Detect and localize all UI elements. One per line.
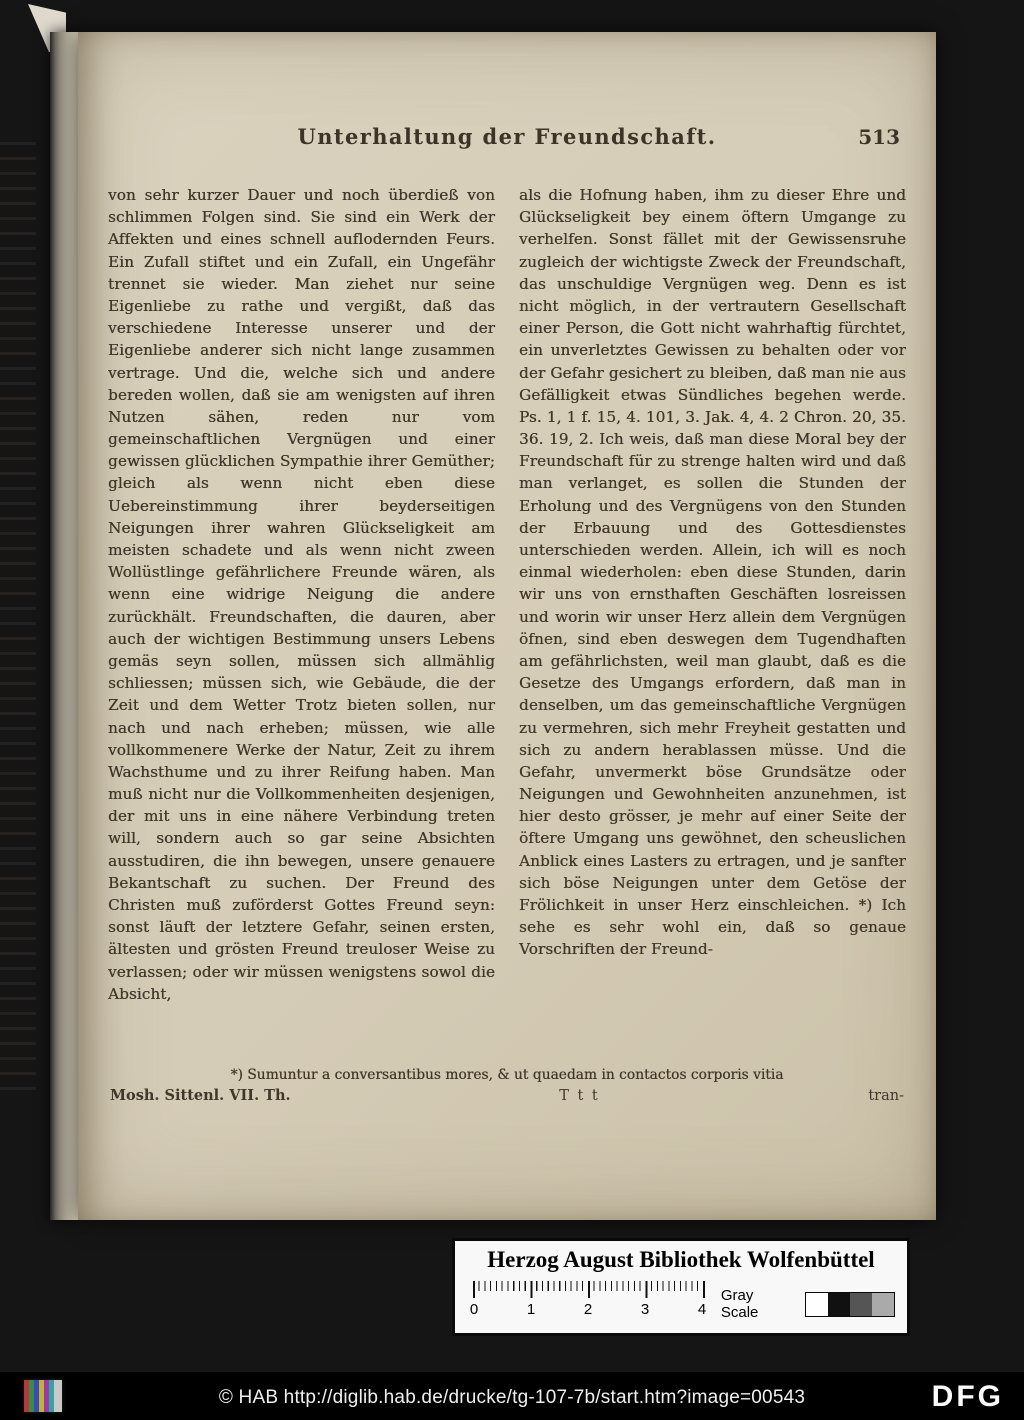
ruler-number-2: 2: [583, 1301, 593, 1318]
label-measures-row: [467, 1281, 895, 1323]
page-number: 513: [858, 125, 900, 149]
copyright-url[interactable]: © HAB http://diglib.hab.de/drucke/tg-107-7b/start.htm?image=00543: [218, 1387, 806, 1408]
page-footer-row: [110, 1087, 904, 1104]
dfg-logo[interactable]: DFG: [931, 1380, 1004, 1413]
adjacent-page-showthrough: [0, 130, 36, 1090]
grayscale-group: [721, 1287, 895, 1321]
ruler-numbers: [471, 1301, 721, 1321]
book-page-edges: [50, 32, 80, 1220]
viewer-footer-bar: [0, 1372, 1024, 1420]
text-columns: [108, 184, 906, 1052]
ruler-number-4: 4: [697, 1301, 707, 1318]
ruler-number-1: 1: [526, 1301, 536, 1318]
source-reference: Mosh. Sittenl. VII. Th.: [110, 1087, 291, 1104]
catchword: tran-: [868, 1088, 904, 1104]
footnote-text: *) Sumuntur a conversantibus mores, & ut quaedam in contactos corporis vitia: [230, 1067, 784, 1083]
grayscale-swatch-4: [872, 1293, 894, 1316]
library-reference-label: [452, 1238, 910, 1336]
grayscale-swatches: [805, 1292, 895, 1317]
grayscale-swatch-3: [850, 1293, 872, 1316]
grayscale-label: Gray Scale: [720, 1287, 759, 1321]
ruler-number-0: 0: [469, 1301, 479, 1318]
grayscale-swatch-2: [828, 1293, 850, 1316]
running-header: [106, 32, 908, 149]
signature-mark: T t t: [559, 1088, 600, 1104]
library-name: Herzog August Bibliothek Wolfenbüttel: [487, 1247, 875, 1272]
ruler-number-3: 3: [640, 1301, 650, 1318]
right-text-column: als die Hofnung haben, ihm zu dieser Ehre und Glückseligkeit bey einem öftern Umgange zu verhelfen. Sonst fället mit der Gewissensruhe zugleich der wichtigste Zweck der Freundschaft, das unschuldige Vergnügen weg. Denn es ist nicht möglich, in der vertrautern Gesellschaft einer Person, die Gott nicht wahrhaftig fürchtet, ein unverletztes Gewissen zu behalten oder vor der Gefahr gesichert zu bleiben, daß man nie aus Gefälligkeit etwas Sündliches begehen werde. Ps. 1, 1 f. 15, 4. 101, 3. Jak. 4, 4. 2 Chron. 20, 35. 36. 19, 2. Ich weis, daß man diese Moral bey der Freundschaft für zu strenge halten wird und daß man verlanget, es sollen die Stunden der Erholung und des Vergnügens von den Stunden der Erbauung und des Gottesdienstes unterschieden werden. Allein, ich will es noch einmal wiederholen: eben diese Stunden, darin wir uns von ernsthaften Geschäften losreissen und worin wir unser Herz allein dem Vergnügen öfnen, sind eben deswegen dem Tugendhaften am gefährlichsten, weil man glaubt, daß es die Gesetze des Umgangs erfordern, daß man in denselben, um das gemeinschaftliche Vergnügen zu vermehren, sich mehr Freyheit gestatten und sich zu andern herablassen müsse. Und die Gefahr, unvermerkt böse Grundsätze oder Neigungen und Gewohnheiten anzunehmen, ist hier desto grösser, je mehr auf einer Seite der öftere Umgang uns gewöhnet, den scheuslichen Anblick eines Lasters zu ertragen, und je sanfter sich böse Neigungen unter dem Getöse der Frölichkeit in unser Herz einschleichen. *) Ich sehe es sehr wohl ein, daß so genaue Vorschriften der Freund-: [519, 186, 906, 959]
scanned-page: [78, 32, 936, 1220]
ruler-ticks: [471, 1281, 721, 1298]
grayscale-swatch-1: [806, 1293, 828, 1316]
footnote-area: [110, 1067, 904, 1104]
cm-ruler: [471, 1281, 721, 1323]
page-title: Unterhaltung der Freundschaft.: [297, 124, 717, 149]
left-text-column: von sehr kurzer Dauer und noch überdieß von schlimmen Folgen sind. Sie sind ein Werk der Affekten und eines schnell auflodernden Feurs. Ein Zufall stiftet und ein Zufall, ein Ungefähr trennet sie wieder. Man ziehet nur seine Eigenliebe zu rathe und vergißt, daß das verschiedene Interesse unserer und der Eigenliebe anderer sich nicht lange zusammen vertrage. Und die, welche sich und andere bereden wollen, daß sie am wenigsten auf ihren Nutzen sähen, reden nur vom gemeinschaftlichen Vergnügen und einer gewissen glücklichen Sympathie ihrer Gemüther; gleich als wenn nicht eben diese Uebereinstimmung ihrer beyderseitigen Neigungen ihrer wahren Glückseligkeit am meisten schadete und als wenn nicht zween Wollüstlinge gefährlichere Freunde wären, als wenn eine widrige Neigung die andere zurückhält. Freundschaften, die dauren, aber auch der wichtigen Bestimmung unsers Lebens gemäs seyn sollen, müssen sich allmählig schliessen; müssen sich, wie Gebäude, die der Zeit und dem Wetter Trotz bieten sollen, nur nach und nach erheben; müssen, wie alle vollkommenere Werke der Natur, Zeit zu ihrem Wachsthume und zu ihrer Reifung haben. Man muß nicht nur die Vollkommenheiten desjenigen, der mit uns in eine nähere Verbindung treten will, sondern auch so gar seine Absichten ausstudiren, die ihn bewegen, unsere genauere Bekantschaft zu suchen. Der Freund des Christen muß zuförderst Gottes Freund seyn: sonst läuft der letztere Gefahr, seinen ersten, ältesten und grösten Freund treuloser Weise zu verlassen; oder wir müssen wenigstens sowol die Absicht,: [108, 186, 495, 1003]
